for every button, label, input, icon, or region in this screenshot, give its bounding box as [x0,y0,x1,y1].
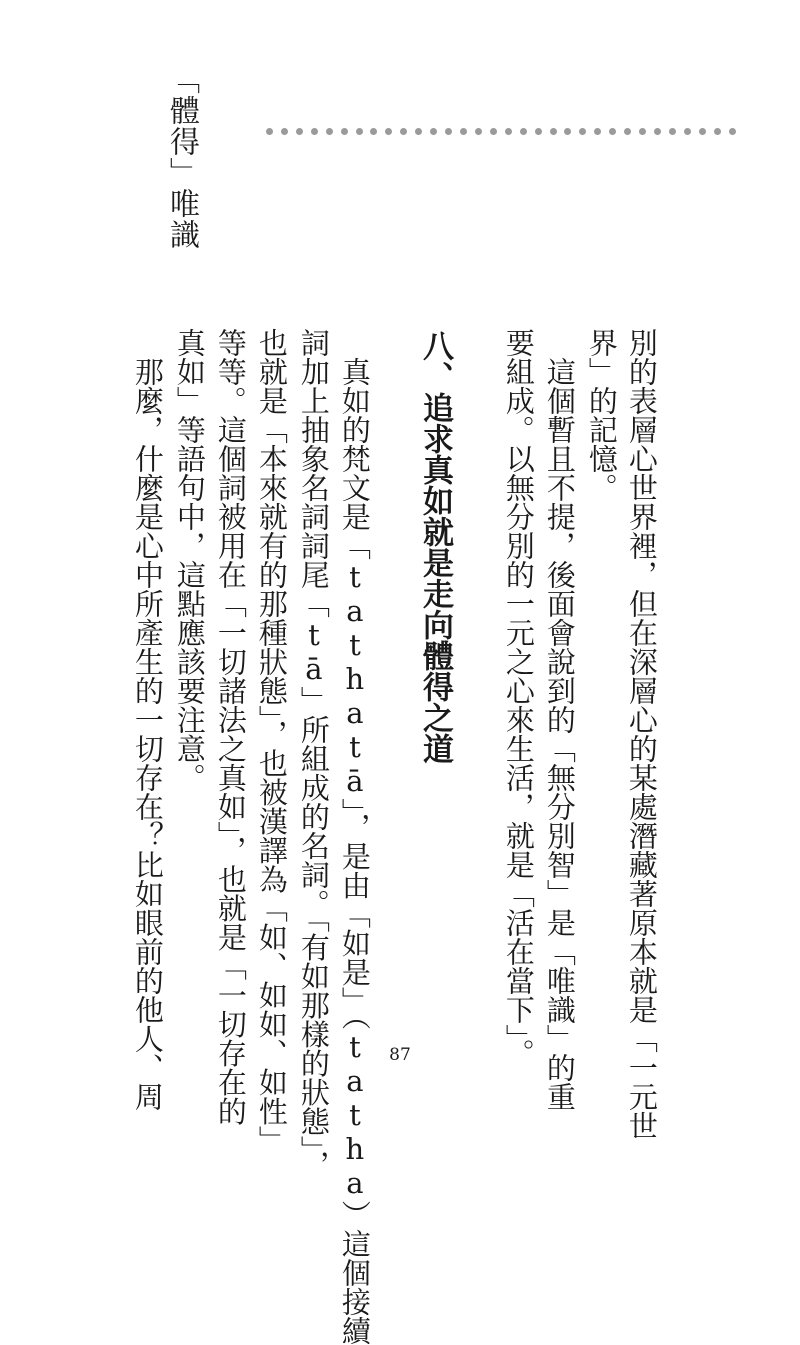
page-number: 87 [389,1045,411,1065]
running-header-title: 「體得」唯識 [164,64,199,250]
text-column: 別的表層心世界裡，但在深層心的某處潛藏著原本就是「一元世 [624,328,659,1140]
text-column: 真如的梵文是「tathatā」，是由「如是」（tatha）這個接續 [337,328,372,1345]
text-column: 詞加上抽象名詞詞尾「tā」所組成的名詞。「有如那樣的狀態」， [296,328,331,1179]
dotted-divider [266,125,736,137]
text-column: 那麼，什麼是心中所產生的一切存在？比如眼前的他人、周 [130,328,165,1111]
text-column: 要組成。以無分別的一元之心來生活，就是「活在當下」。 [501,328,536,1068]
section-heading: 八、追求真如就是走向體得之道 [417,330,453,764]
text-column: 等等。這個詞被用在「一切諸法之真如」，也就是「一切存在的 [213,328,248,1126]
text-column: 也就是「本來就有的那種狀態」，也被漢譯為「如、如如、如性」 [254,328,289,1155]
text-column: 這個暫且不提，後面會說到的「無分別智」是「唯識」的重 [542,328,577,1111]
text-column: 界」的記憶。 [584,328,619,502]
text-column: 真如」等語句中，這點應該要注意。 [172,328,207,792]
